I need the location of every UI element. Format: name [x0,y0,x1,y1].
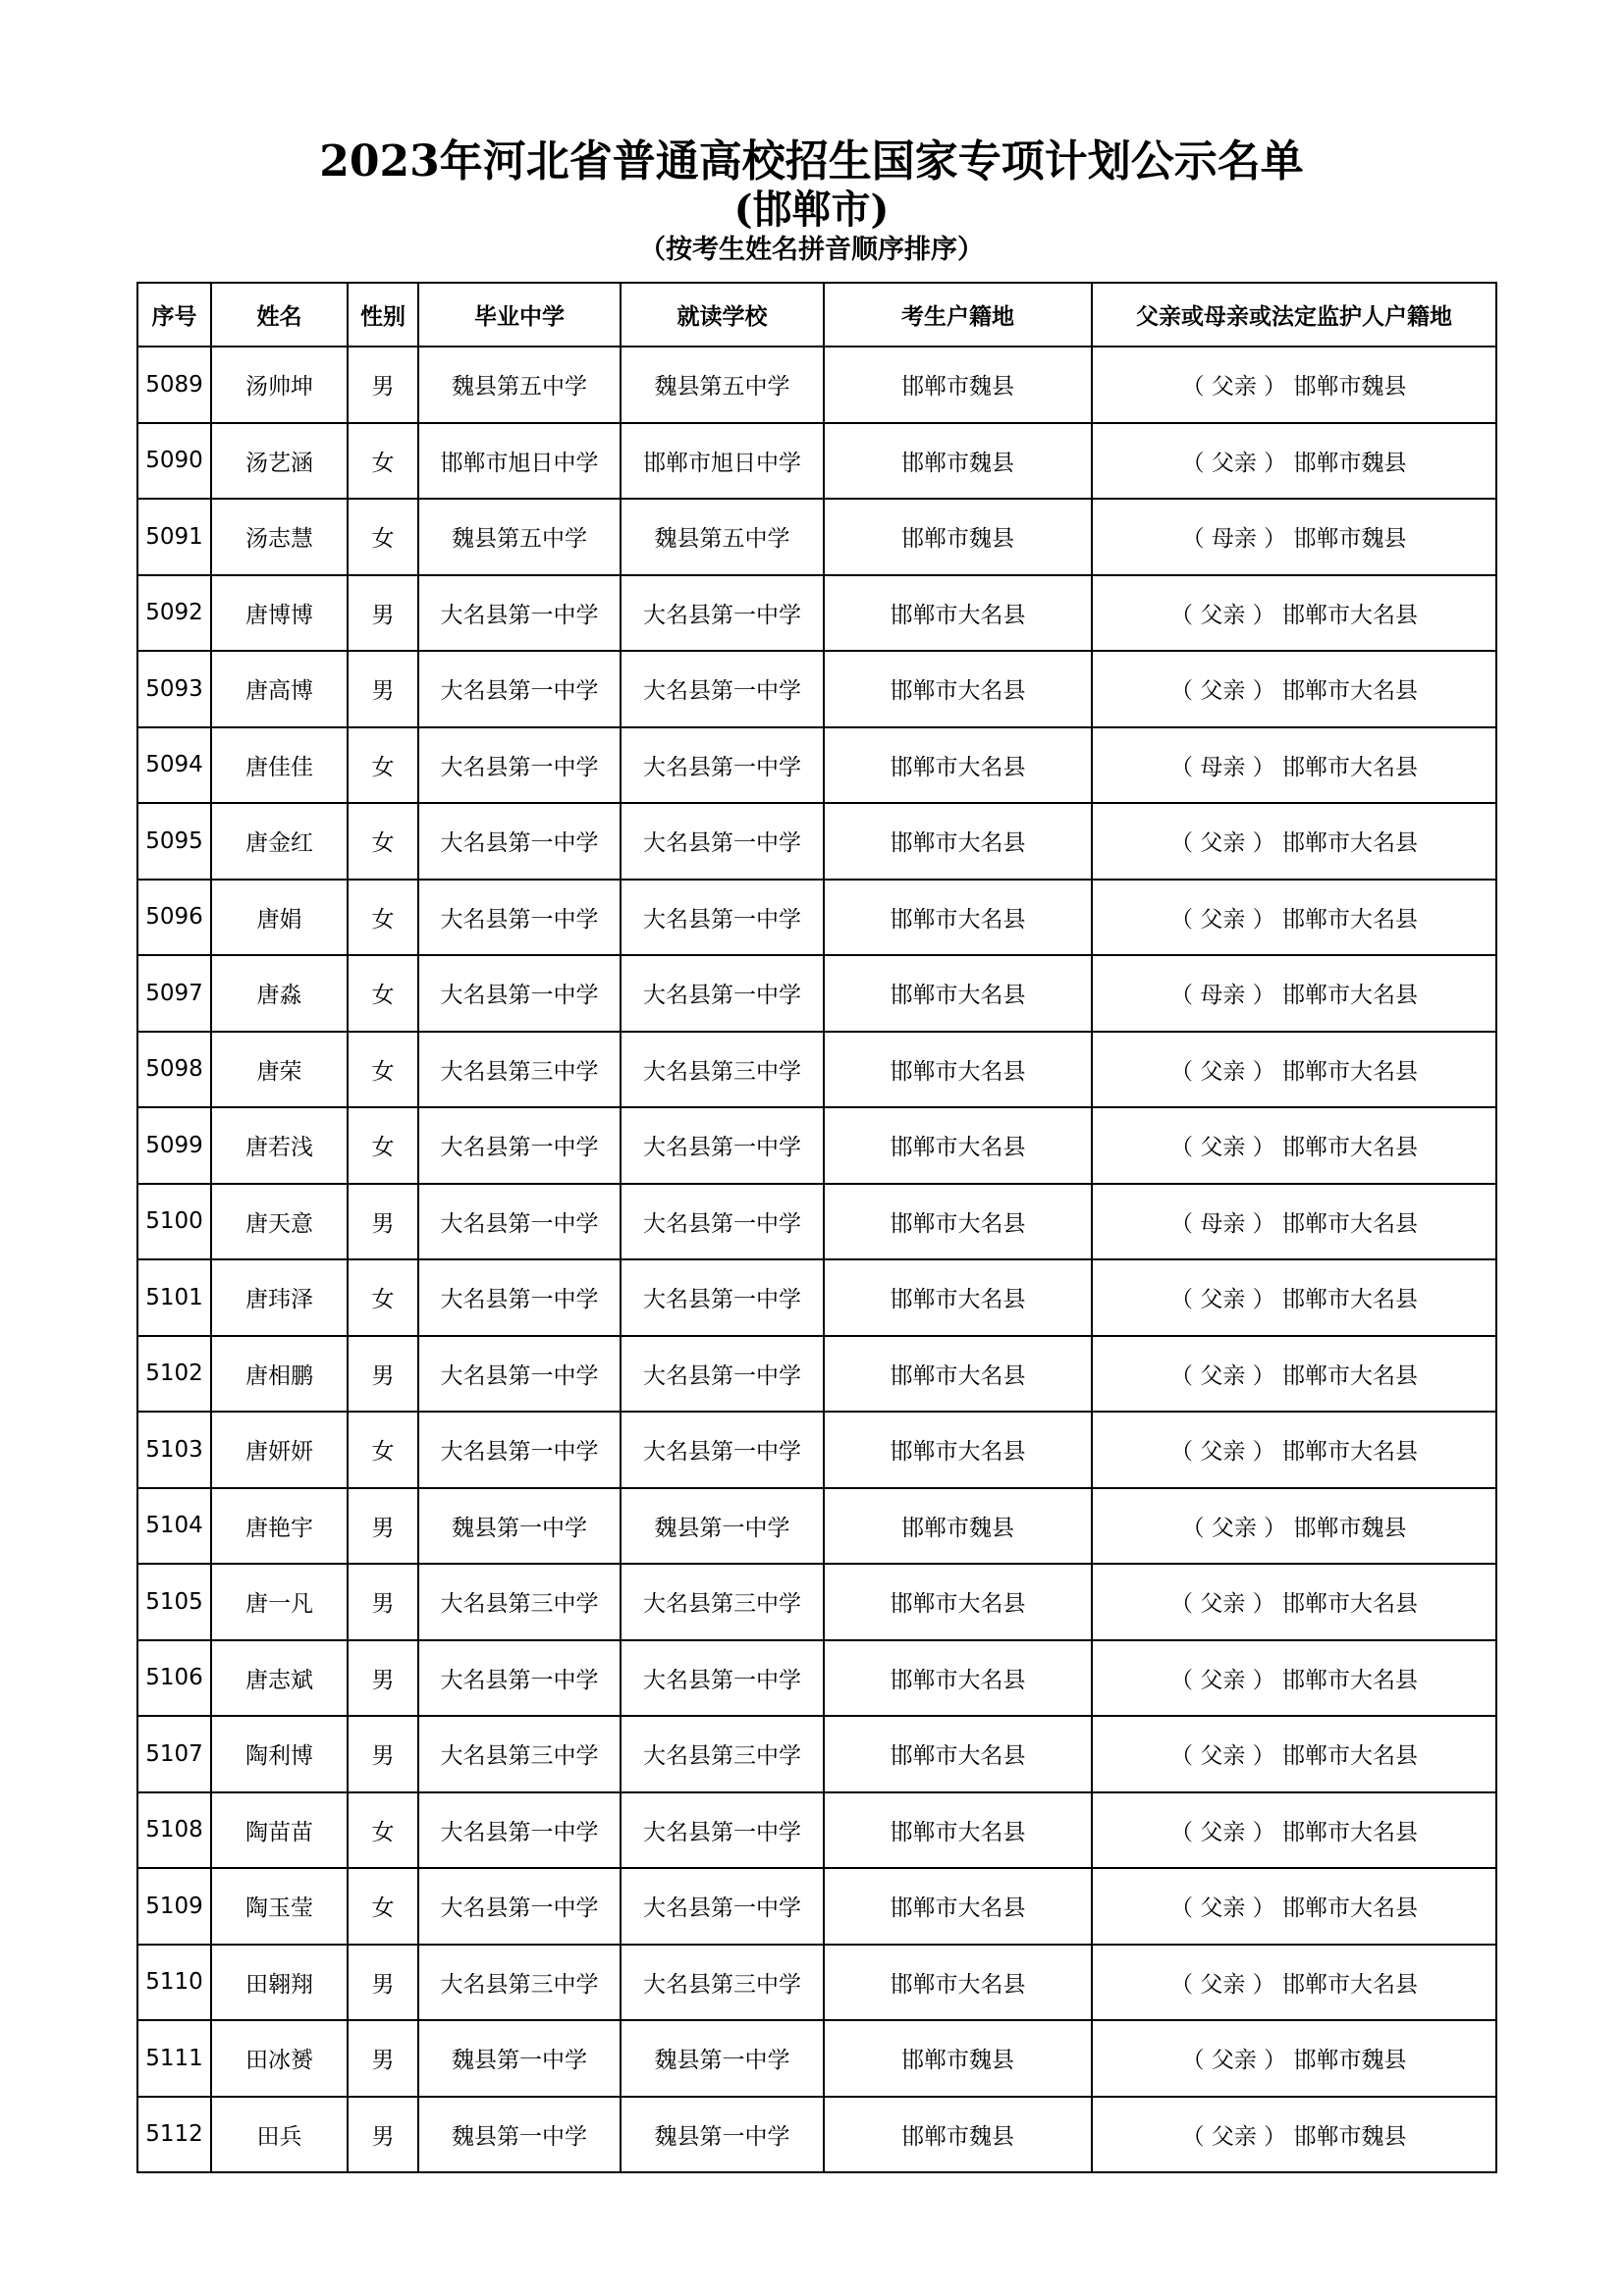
table-row [137,2097,1496,2173]
cell-guardian-residence: （ 父亲 ） 邯郸市大名县 [1092,1792,1496,1869]
cell-name: 汤帅坤 [211,347,348,423]
cell-name: 唐娟 [211,880,348,956]
cell-grad-school: 大名县第一中学 [418,651,621,727]
cell-residence: 邯郸市大名县 [824,1336,1092,1413]
cell-guardian-residence: （ 父亲 ） 邯郸市魏县 [1092,1488,1496,1565]
cell-grad-school: 大名县第一中学 [418,1412,621,1488]
cell-grad-school: 魏县第一中学 [418,1488,621,1565]
table-row [137,1564,1496,1640]
cell-guardian-residence: （ 父亲 ） 邯郸市大名县 [1092,1259,1496,1336]
document-title: 2023年河北省普通高校招生国家专项计划公示名单 [319,136,1304,187]
cell-guardian-residence: （ 父亲 ） 邯郸市魏县 [1092,347,1496,423]
cell-name: 唐博博 [211,575,348,652]
cell-gender: 男 [348,1640,418,1717]
table-row [137,1184,1496,1260]
cell-guardian-residence: （ 父亲 ） 邯郸市大名县 [1092,651,1496,727]
cell-name: 汤艺涵 [211,423,348,500]
cell-residence: 邯郸市大名县 [824,880,1092,956]
cell-grad-school: 大名县第一中学 [418,727,621,804]
cell-grad-school: 大名县第一中学 [418,575,621,652]
cell-name: 陶玉莹 [211,1868,348,1945]
cell-name: 唐天意 [211,1184,348,1260]
cell-guardian-residence: （ 父亲 ） 邯郸市大名县 [1092,1412,1496,1488]
table-row [137,1945,1496,2021]
cell-gender: 女 [348,499,418,575]
cell-seq: 5097 [137,955,211,1032]
cell-current-school: 大名县第一中学 [621,575,824,652]
cell-guardian-residence: （ 父亲 ） 邯郸市魏县 [1092,2097,1496,2173]
cell-name: 唐高博 [211,651,348,727]
cell-name: 唐一凡 [211,1564,348,1640]
cell-seq: 5103 [137,1412,211,1488]
cell-grad-school: 大名县第一中学 [418,1107,621,1184]
roster-table [136,282,1497,2173]
table-row [137,1640,1496,1717]
column-header-residence: 考生户籍地 [824,283,1092,347]
cell-grad-school: 魏县第五中学 [418,347,621,423]
cell-current-school: 大名县第三中学 [621,1716,824,1792]
cell-grad-school: 大名县第一中学 [418,880,621,956]
cell-residence: 邯郸市魏县 [824,2097,1092,2173]
cell-grad-school: 魏县第一中学 [418,2097,621,2173]
cell-seq: 5096 [137,880,211,956]
cell-seq: 5093 [137,651,211,727]
cell-gender: 女 [348,955,418,1032]
cell-guardian-residence: （ 父亲 ） 邯郸市大名县 [1092,1640,1496,1717]
cell-name: 田翱翔 [211,1945,348,2021]
cell-gender: 女 [348,1259,418,1336]
cell-gender: 男 [348,1184,418,1260]
cell-current-school: 大名县第一中学 [621,1640,824,1717]
cell-grad-school: 大名县第三中学 [418,1945,621,2021]
cell-residence: 邯郸市魏县 [824,2020,1092,2097]
cell-residence: 邯郸市魏县 [824,347,1092,423]
cell-residence: 邯郸市大名县 [824,1564,1092,1640]
cell-gender: 男 [348,1336,418,1413]
cell-residence: 邯郸市大名县 [824,803,1092,880]
cell-residence: 邯郸市大名县 [824,1032,1092,1108]
cell-name: 陶苗苗 [211,1792,348,1869]
cell-gender: 女 [348,1868,418,1945]
cell-grad-school: 大名县第三中学 [418,1716,621,1792]
cell-current-school: 魏县第一中学 [621,2097,824,2173]
cell-seq: 5108 [137,1792,211,1869]
cell-gender: 男 [348,1945,418,2021]
cell-gender: 女 [348,803,418,880]
cell-residence: 邯郸市魏县 [824,1488,1092,1565]
document-subtitle-city: (邯郸市) [733,187,890,233]
cell-seq: 5110 [137,1945,211,2021]
table-row [137,1336,1496,1413]
cell-name: 陶利博 [211,1716,348,1792]
cell-seq: 5102 [137,1336,211,1413]
cell-grad-school: 大名县第一中学 [418,1868,621,1945]
cell-gender: 女 [348,423,418,500]
cell-current-school: 大名县第一中学 [621,1107,824,1184]
cell-grad-school: 魏县第五中学 [418,499,621,575]
cell-residence: 邯郸市大名县 [824,1107,1092,1184]
cell-seq: 5091 [137,499,211,575]
cell-guardian-residence: （ 母亲 ） 邯郸市魏县 [1092,499,1496,575]
sort-order-note: （按考生姓名拼音顺序排序） [639,235,984,265]
cell-residence: 邯郸市大名县 [824,1868,1092,1945]
cell-guardian-residence: （ 父亲 ） 邯郸市大名县 [1092,803,1496,880]
table-row [137,1259,1496,1336]
table-row [137,1032,1496,1108]
cell-current-school: 大名县第一中学 [621,803,824,880]
cell-gender: 男 [348,1564,418,1640]
cell-guardian-residence: （ 父亲 ） 邯郸市大名县 [1092,1107,1496,1184]
cell-name: 唐相鹏 [211,1336,348,1413]
cell-seq: 5098 [137,1032,211,1108]
cell-residence: 邯郸市大名县 [824,1412,1092,1488]
cell-guardian-residence: （ 父亲 ） 邯郸市大名县 [1092,880,1496,956]
cell-guardian-residence: （ 母亲 ） 邯郸市大名县 [1092,955,1496,1032]
cell-current-school: 大名县第一中学 [621,1259,824,1336]
cell-gender: 女 [348,1792,418,1869]
cell-grad-school: 大名县第三中学 [418,1032,621,1108]
cell-guardian-residence: （ 父亲 ） 邯郸市魏县 [1092,2020,1496,2097]
cell-guardian-residence: （ 父亲 ） 邯郸市大名县 [1092,1945,1496,2021]
cell-residence: 邯郸市大名县 [824,1945,1092,2021]
table-row [137,575,1496,652]
table-row [137,1412,1496,1488]
cell-current-school: 大名县第一中学 [621,880,824,956]
cell-guardian-residence: （ 父亲 ） 邯郸市大名县 [1092,1868,1496,1945]
cell-current-school: 大名县第三中学 [621,1945,824,2021]
cell-name: 唐玮泽 [211,1259,348,1336]
table-header-row [137,283,1496,347]
cell-grad-school: 大名县第一中学 [418,1259,621,1336]
cell-residence: 邯郸市大名县 [824,727,1092,804]
cell-gender: 女 [348,1107,418,1184]
cell-name: 唐佳佳 [211,727,348,804]
cell-name: 唐淼 [211,955,348,1032]
cell-seq: 5106 [137,1640,211,1717]
cell-grad-school: 邯郸市旭日中学 [418,423,621,500]
cell-current-school: 魏县第一中学 [621,1488,824,1565]
cell-current-school: 大名县第一中学 [621,651,824,727]
cell-gender: 女 [348,880,418,956]
cell-current-school: 大名县第一中学 [621,1184,824,1260]
table-row [137,499,1496,575]
cell-residence: 邯郸市魏县 [824,423,1092,500]
table-row [137,1868,1496,1945]
table-row [137,727,1496,804]
cell-gender: 男 [348,1716,418,1792]
cell-seq: 5099 [137,1107,211,1184]
cell-name: 唐荣 [211,1032,348,1108]
cell-name: 唐金红 [211,803,348,880]
cell-gender: 男 [348,347,418,423]
column-header-grad-school: 毕业中学 [418,283,621,347]
cell-current-school: 大名县第三中学 [621,1564,824,1640]
cell-name: 田兵 [211,2097,348,2173]
cell-current-school: 大名县第一中学 [621,1412,824,1488]
cell-seq: 5092 [137,575,211,652]
cell-seq: 5111 [137,2020,211,2097]
cell-gender: 女 [348,727,418,804]
cell-grad-school: 大名县第一中学 [418,1184,621,1260]
cell-seq: 5095 [137,803,211,880]
table-row [137,347,1496,423]
cell-guardian-residence: （ 母亲 ） 邯郸市大名县 [1092,727,1496,804]
cell-seq: 5090 [137,423,211,500]
cell-gender: 女 [348,1412,418,1488]
table-row [137,1792,1496,1869]
cell-guardian-residence: （ 父亲 ） 邯郸市大名县 [1092,1564,1496,1640]
cell-seq: 5105 [137,1564,211,1640]
table-row [137,2020,1496,2097]
cell-residence: 邯郸市魏县 [824,499,1092,575]
cell-guardian-residence: （ 父亲 ） 邯郸市大名县 [1092,575,1496,652]
cell-residence: 邯郸市大名县 [824,1259,1092,1336]
cell-guardian-residence: （ 父亲 ） 邯郸市大名县 [1092,1032,1496,1108]
cell-seq: 5107 [137,1716,211,1792]
cell-residence: 邯郸市大名县 [824,651,1092,727]
cell-guardian-residence: （ 父亲 ） 邯郸市大名县 [1092,1716,1496,1792]
cell-grad-school: 魏县第一中学 [418,2020,621,2097]
cell-guardian-residence: （ 母亲 ） 邯郸市大名县 [1092,1184,1496,1260]
cell-grad-school: 大名县第一中学 [418,1640,621,1717]
cell-seq: 5094 [137,727,211,804]
cell-guardian-residence: （ 父亲 ） 邯郸市大名县 [1092,1336,1496,1413]
cell-residence: 邯郸市大名县 [824,1184,1092,1260]
cell-guardian-residence: （ 父亲 ） 邯郸市魏县 [1092,423,1496,500]
table-row [137,1716,1496,1792]
cell-name: 唐艳宇 [211,1488,348,1565]
cell-name: 唐志斌 [211,1640,348,1717]
cell-seq: 5104 [137,1488,211,1565]
cell-residence: 邯郸市大名县 [824,1792,1092,1869]
cell-residence: 邯郸市大名县 [824,1640,1092,1717]
cell-current-school: 魏县第一中学 [621,2020,824,2097]
table-row [137,1107,1496,1184]
cell-grad-school: 大名县第一中学 [418,1792,621,1869]
cell-seq: 5089 [137,347,211,423]
cell-name: 唐若浅 [211,1107,348,1184]
cell-grad-school: 大名县第一中学 [418,955,621,1032]
cell-grad-school: 大名县第一中学 [418,803,621,880]
cell-name: 唐妍妍 [211,1412,348,1488]
cell-current-school: 大名县第一中学 [621,955,824,1032]
column-header-seq: 序号 [137,283,211,347]
cell-gender: 男 [348,575,418,652]
cell-name: 汤志慧 [211,499,348,575]
cell-gender: 男 [348,2097,418,2173]
column-header-current-school: 就读学校 [621,283,824,347]
column-header-guardian-residence: 父亲或母亲或法定监护人户籍地 [1092,283,1496,347]
column-header-name: 姓名 [211,283,348,347]
cell-current-school: 魏县第五中学 [621,347,824,423]
cell-current-school: 魏县第五中学 [621,499,824,575]
cell-current-school: 大名县第一中学 [621,1792,824,1869]
table-body [137,347,1496,2172]
cell-grad-school: 大名县第三中学 [418,1564,621,1640]
cell-residence: 邯郸市大名县 [824,955,1092,1032]
cell-gender: 男 [348,651,418,727]
cell-name: 田冰赟 [211,2020,348,2097]
cell-current-school: 大名县第三中学 [621,1032,824,1108]
cell-gender: 男 [348,2020,418,2097]
cell-current-school: 大名县第一中学 [621,1868,824,1945]
table-row [137,803,1496,880]
cell-current-school: 大名县第一中学 [621,727,824,804]
column-header-gender: 性别 [348,283,418,347]
cell-grad-school: 大名县第一中学 [418,1336,621,1413]
cell-seq: 5101 [137,1259,211,1336]
cell-current-school: 邯郸市旭日中学 [621,423,824,500]
cell-residence: 邯郸市大名县 [824,575,1092,652]
cell-seq: 5109 [137,1868,211,1945]
cell-residence: 邯郸市大名县 [824,1716,1092,1792]
cell-current-school: 大名县第一中学 [621,1336,824,1413]
table-row [137,1488,1496,1565]
table-row [137,880,1496,956]
cell-seq: 5112 [137,2097,211,2173]
table-row [137,955,1496,1032]
table-row [137,423,1496,500]
cell-gender: 男 [348,1488,418,1565]
table-row [137,651,1496,727]
cell-seq: 5100 [137,1184,211,1260]
cell-gender: 女 [348,1032,418,1108]
